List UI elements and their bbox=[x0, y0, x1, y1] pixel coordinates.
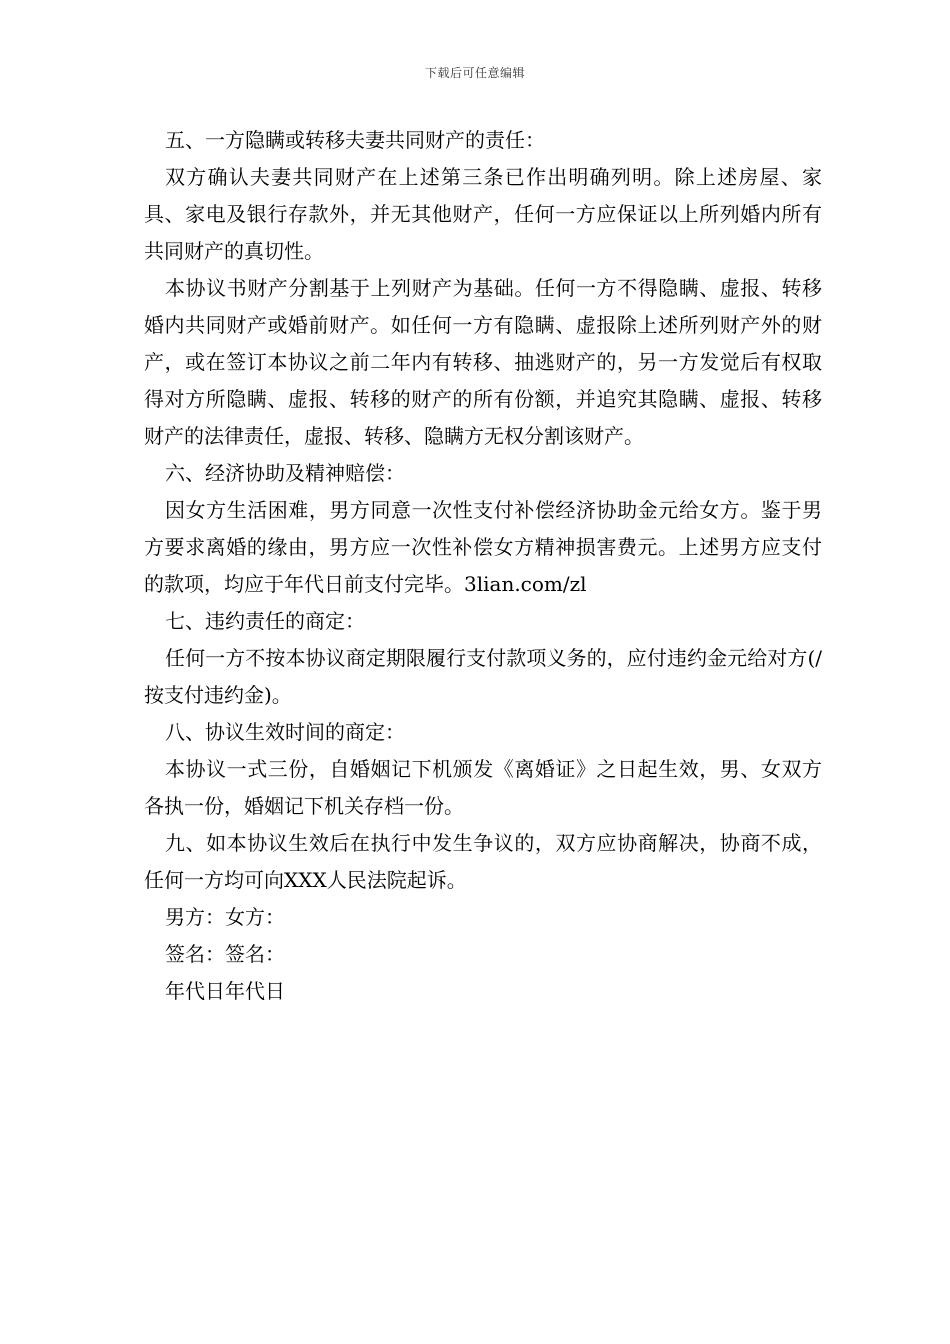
party-labels: 男方：女方： bbox=[165, 905, 285, 929]
section-5-paragraph-1: 双方确认夫妻共同财产在上述第三条已作出明确列明。除上述房屋、家具、家电及银行存款外，并无其他财产，任何一方应保证以上所列婚内所有共同财产的真切性。 bbox=[144, 165, 822, 263]
section-5-heading: 五、一方隐瞒或转移夫妻共同财产的责任： bbox=[165, 128, 545, 152]
section-7-paragraph: 任何一方不按本协议商定期限履行支付款项义务的，应付违约金元给对方(/按支付违约金)。 bbox=[144, 646, 822, 707]
section-8-heading: 八、协议生效时间的商定： bbox=[165, 720, 405, 744]
section-8-paragraph: 本协议一式三份，自婚姻记下机颁发《离婚证》之日起生效，男、女双方各执一份，婚姻记下机关存档一份。 bbox=[144, 757, 822, 818]
date-labels: 年代日年代日 bbox=[165, 979, 285, 1003]
section-6-paragraph: 因女方生活困难，男方同意一次性支付补偿经济协助金元给女方。鉴于男方要求离婚的缘由，男方应一次性补偿女方精神损害费元。上述男方应支付的款项，均应于年代日前支付完毕。3lian.com/zl bbox=[144, 498, 822, 596]
section-9-paragraph: 九、如本协议生效后在执行中发生争议的，双方应协商解决，协商不成，任何一方均可向XXX人民法院起诉。 bbox=[144, 831, 822, 892]
page-header: 下载后可任意编辑 bbox=[424, 66, 525, 80]
section-6-heading: 六、经济协助及精神赔偿： bbox=[165, 461, 405, 485]
document-body bbox=[144, 122, 822, 1010]
signature-labels: 签名：签名： bbox=[165, 942, 285, 966]
section-5-paragraph-2: 本协议书财产分割基于上列财产为基础。任何一方不得隐瞒、虚报、转移婚内共同财产或婚前财产。如任何一方有隐瞒、虚报除上述所列财产外的财产，或在签订本协议之前二年内有转移、抽逃财产的，另一方发觉后有权取得对方所隐瞒、虚报、转移的财产的所有份额，并追究其隐瞒、虚报、转移财产的法律责任，虚报、转移、隐瞒方无权分割该财产。 bbox=[144, 276, 822, 448]
section-7-heading: 七、违约责任的商定： bbox=[165, 609, 365, 633]
